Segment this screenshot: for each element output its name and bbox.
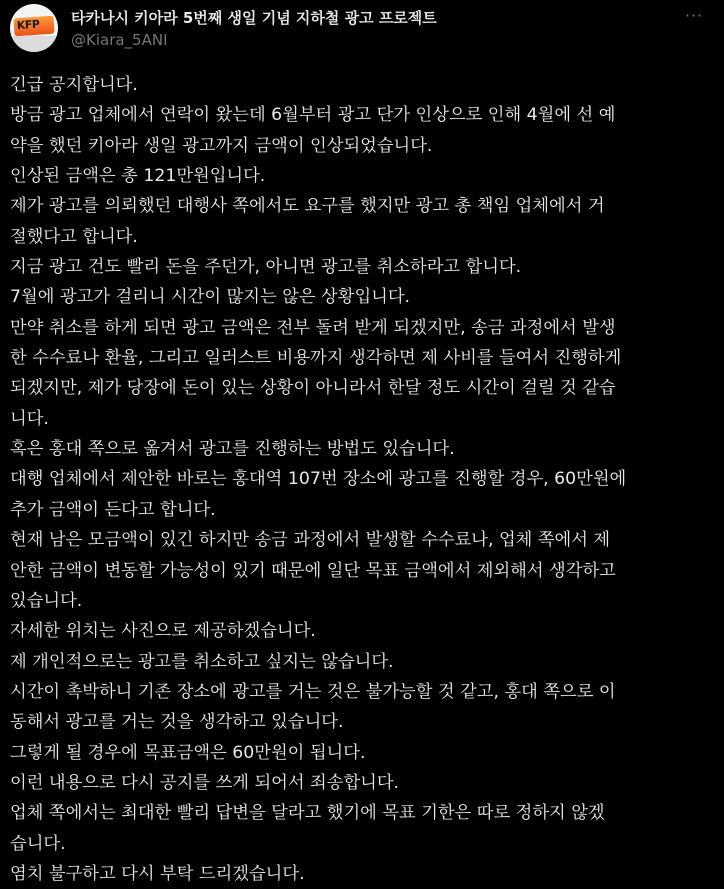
- tweet-text-line: 제 개인적으로는 광고를 취소하고 싶지는 않습니다.: [10, 651, 394, 672]
- more-options-icon[interactable]: ···: [684, 6, 704, 25]
- tweet-text-line: 염치 불구하고 다시 부탁 드리겠습니다.: [10, 863, 305, 884]
- tweet-text-line: 안한 금액이 변동할 가능성이 있기 때문에 일단 목표 금액에서 제외해서 생각하고: [10, 560, 616, 581]
- avatar[interactable]: [10, 4, 58, 52]
- avatar-logo-text: KFP: [16, 17, 40, 33]
- tweet-text: [10, 70, 714, 889]
- tweet-text-line: 인상된 금액은 총 121만원입니다.: [10, 166, 266, 187]
- tweet-text-line: 혹은 홍대 쪽으로 옮겨서 광고를 진행하는 방법도 있습니다.: [10, 439, 455, 460]
- tweet-text-line: 한 수수료나 환율, 그리고 일러스트 비용까지 생각하면 제 사비를 들여서 진행하게: [10, 348, 622, 369]
- tweet-text-line: 있습니다.: [10, 590, 83, 611]
- tweet-text-line: 추가 금액이 든다고 합니다.: [10, 499, 216, 520]
- tweet-text-line: 습니다.: [10, 833, 66, 854]
- tweet-text-line: 이런 내용으로 다시 공지를 쓰게 되어서 죄송합니다.: [10, 772, 400, 793]
- tweet-text-line: 그렇게 될 경우에 목표금액은 60만원이 됩니다.: [10, 742, 366, 763]
- author-handle[interactable]: @Kiara_5ANI: [71, 31, 168, 49]
- tweet-text-line: 현재 남은 모금액이 있긴 하지만 송금 과정에서 발생할 수수료나, 업체 쪽에서 제: [10, 530, 611, 551]
- tweet-text-line: 자세한 위치는 사진으로 제공하겠습니다.: [10, 621, 316, 642]
- tweet-text-line: 절했다고 합니다.: [10, 226, 138, 247]
- tweet-text-line: 만약 취소를 하게 되면 광고 금액은 전부 돌려 받게 되겠지만, 송금 과정에서 발생: [10, 317, 616, 338]
- tweet-text-line: 지금 광고 건도 빨리 돈을 주던가, 아니면 광고를 취소하라고 합니다.: [10, 257, 522, 278]
- tweet-text-line: 긴급 공지합니다.: [10, 75, 138, 95]
- tweet-text-line: 방금 광고 업체에서 연락이 왔는데 6월부터 광고 단가 인상으로 인해 4월에 선 예: [10, 105, 616, 126]
- author-display-name[interactable]: 타카나시 키아라 5번째 생일 기념 지하철 광고 프로젝트: [71, 9, 437, 27]
- tweet-text-line: 업체 쪽에서는 최대한 빨리 답변을 달라고 했기에 목표 기한은 따로 정하지 않겠: [10, 803, 605, 824]
- tweet-text-line: 되겠지만, 제가 당장에 돈이 있는 상황이 아니라서 한달 정도 시간이 걸릴 것 같습: [10, 378, 616, 399]
- tweet-text-line: 약을 했던 키아라 생일 광고까지 금액이 인상되었습니다.: [10, 135, 433, 156]
- avatar-band: [10, 36, 58, 52]
- tweet-text-line: 대행 업체에서 제안한 바로는 홍대역 107번 장소에 광고를 진행할 경우, 60만원에: [10, 469, 627, 490]
- tweet-text-line: 7월에 광고가 걸리니 시간이 많지는 않은 상황입니다.: [10, 287, 411, 308]
- tweet-text-line: 니다.: [10, 408, 49, 429]
- tweet-text-line: 제가 광고를 의뢰했던 대행사 쪽에서도 요구를 했지만 광고 총 책임 업체에서 거: [10, 196, 605, 217]
- kfp-logo-icon: [13, 16, 54, 37]
- tweet-text-line: 시간이 촉박하니 기존 장소에 광고를 거는 것은 불가능할 것 같고, 홍대 쪽으로 이: [10, 681, 616, 702]
- tweet-text-line: 동해서 광고를 거는 것을 생각하고 있습니다.: [10, 712, 344, 733]
- tweet-header: [10, 2, 714, 58]
